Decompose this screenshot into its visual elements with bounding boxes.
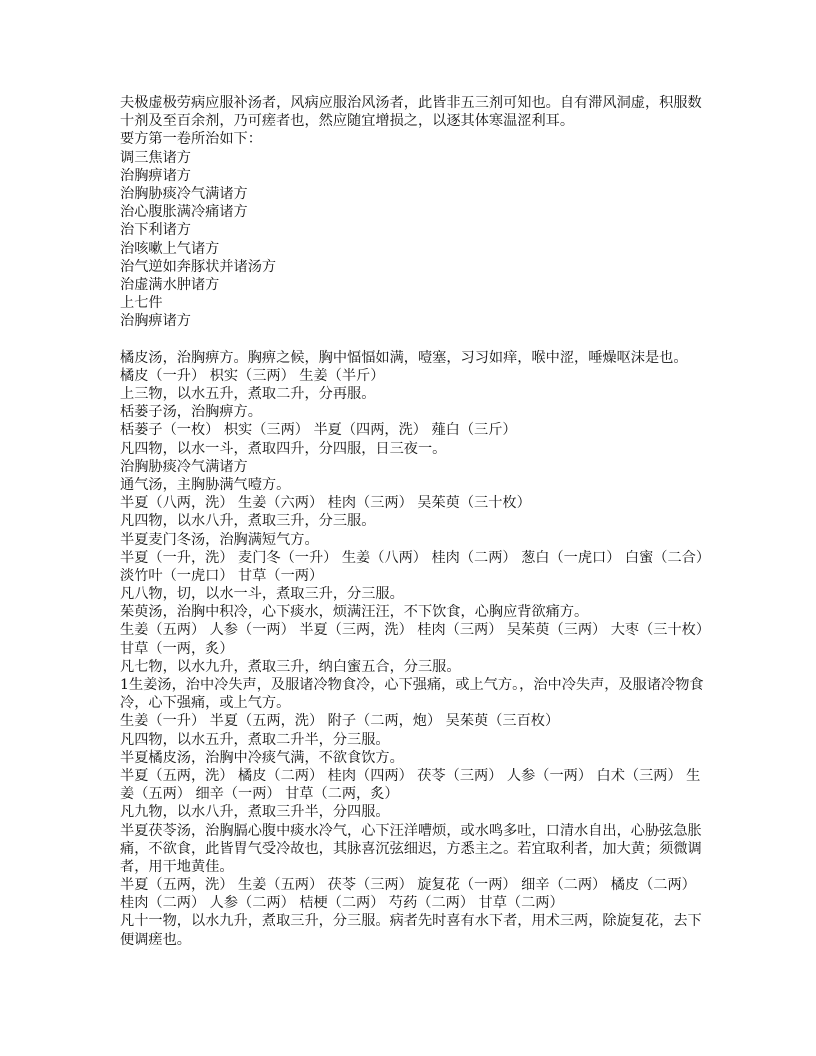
text-line: 半夏（八两，洗） 生姜（六两） 桂肉（三两） 吴茱萸（三十枚） <box>120 495 531 512</box>
text-line: 十剂及至百余剂，乃可瘥者也，然应随宜增损之，以逐其体寒温涩利耳。 <box>120 113 575 130</box>
text-line: 者，用干地黄佳。 <box>120 858 234 875</box>
text-line: 半夏（五两，洗） 橘皮（二两） 桂肉（四两） 茯苓（三两） 人参（一两） 白术（三两） 生 <box>120 767 701 784</box>
text-line: 夫极虚极劳病应服补汤者，风病应服治风汤者，此皆非五三剂可知也。自有滞风洞虚，积服数 <box>120 95 702 111</box>
text-line: 便调瘥也。 <box>120 931 191 948</box>
document-page <box>120 94 720 949</box>
text-line: 半夏麦门冬汤，治胸满短气方。 <box>120 531 319 548</box>
text-line: 上七件 <box>120 295 163 312</box>
text-line: 痛，不欲食，此皆胃气受冷故也，其脉喜沉弦细迟，方悉主之。若宜取利者，加大黄；须微调 <box>120 840 702 857</box>
text-line: 上三物，以水五升，煮取二升，分再服。 <box>120 386 376 402</box>
text-line: 半夏橘皮汤，治胸中冷痰气满，不欲食饮方。 <box>120 749 404 766</box>
text-line: 姜（五两） 细辛（一两） 甘草（二两，炙） <box>120 786 399 803</box>
text-line: 凡十一物，以水九升，煮取三升，分三服。病者先时喜有水下者，用术三两，除旋复花，去下 <box>120 913 702 930</box>
text-line: 要方第一卷所治如下： <box>120 131 262 148</box>
text-line: 治咳嗽上气诸方 <box>120 240 220 257</box>
text-line: 治虚满水肿诸方 <box>120 276 220 293</box>
text-line: 冷，心下强痛，或上气方。 <box>120 695 291 712</box>
text-line: 凡四物，以水五升，煮取二升半，分三服。 <box>120 731 390 748</box>
text-line: 调三焦诸方 <box>120 149 191 166</box>
text-line: 半夏（五两，洗） 生姜（五两） 茯苓（三两） 旋复花（一两） 细辛（二两） 橘皮（二两） <box>120 877 696 894</box>
text-line: 凡四物，以水一斗，煮取四升，分四服，日三夜一。 <box>120 440 447 457</box>
text-line: 生姜（五两） 人参（一两） 半夏（三两，洗） 桂肉（三两） 吴茱萸（三两） 大枣（三十枚） <box>120 622 711 639</box>
text-line: 治胸胁痰冷气满诸方 <box>120 458 248 475</box>
text-line: 治下利诸方 <box>120 222 191 239</box>
text-line: 通气汤，主胸胁满气噎方。 <box>120 476 291 493</box>
text-line: 栝蒌子（一枚） 枳实（三两） 半夏（四两，洗） 薤白（三斤） <box>120 422 517 439</box>
text-line: 1生姜汤，治中冷失声，及服诸冷物食冷，心下强痛，或上气方。，治中冷失声，及服诸冷物食 <box>120 677 704 693</box>
text-line: 橘皮汤，治胸痹方。胸痹之候，胸中愊愊如满，噎塞，习习如痒，喉中涩，唾燥呕沫是也。 <box>120 349 688 366</box>
text-line: 栝蒌子汤，治胸痹方。 <box>120 404 262 421</box>
text-line: 凡七物，以水九升，煮取三升，纳白蜜五合，分三服。 <box>120 658 461 675</box>
text-line: 治气逆如奔豚状并诸汤方 <box>120 258 277 275</box>
text-line: 凡八物，切，以水一斗，煮取三升，分三服。 <box>120 586 404 603</box>
text-line: 治心腹胀满冷痛诸方 <box>120 204 248 221</box>
text-line: 凡四物，以水八升，煮取三升，分三服。 <box>120 513 376 530</box>
text-line: 淡竹叶（一虎口） 甘草（一两） <box>120 567 324 584</box>
blank-line <box>120 330 720 348</box>
text-line: 橘皮（一升） 枳实（三两） 生姜（半斤） <box>120 367 385 384</box>
text-line: 甘草（一两，炙） <box>120 640 234 657</box>
text-line: 桂肉（二两） 人参（二两） 桔梗（二两） 芍药（二两） 甘草（二两） <box>120 895 564 912</box>
text-line: 治胸痹诸方 <box>120 167 191 184</box>
text-line: 半夏茯苓汤，治胸膈心腹中痰水冷气，心下汪洋嘈烦，或水鸣多吐，口清水自出，心胁弦急胀 <box>120 822 702 839</box>
text-line: 茱萸汤，治胸中积冷，心下痰水，烦满汪汪，不下饮食，心胸应背欲痛方。 <box>120 604 589 621</box>
text-line: 半夏（一升，洗） 麦门冬（一升） 生姜（八两） 桂肉（二两） 葱白（一虎口） 白蜜（二合） <box>120 549 711 566</box>
text-line: 治胸胁痰冷气满诸方 <box>120 185 248 202</box>
text-line: 凡九物，以水八升，煮取三升半，分四服。 <box>120 804 390 821</box>
text-line: 生姜（一升） 半夏（五两，洗） 附子（二两，炮） 吴茱萸（三百枚） <box>120 713 560 730</box>
text-line: 治胸痹诸方 <box>120 313 191 330</box>
